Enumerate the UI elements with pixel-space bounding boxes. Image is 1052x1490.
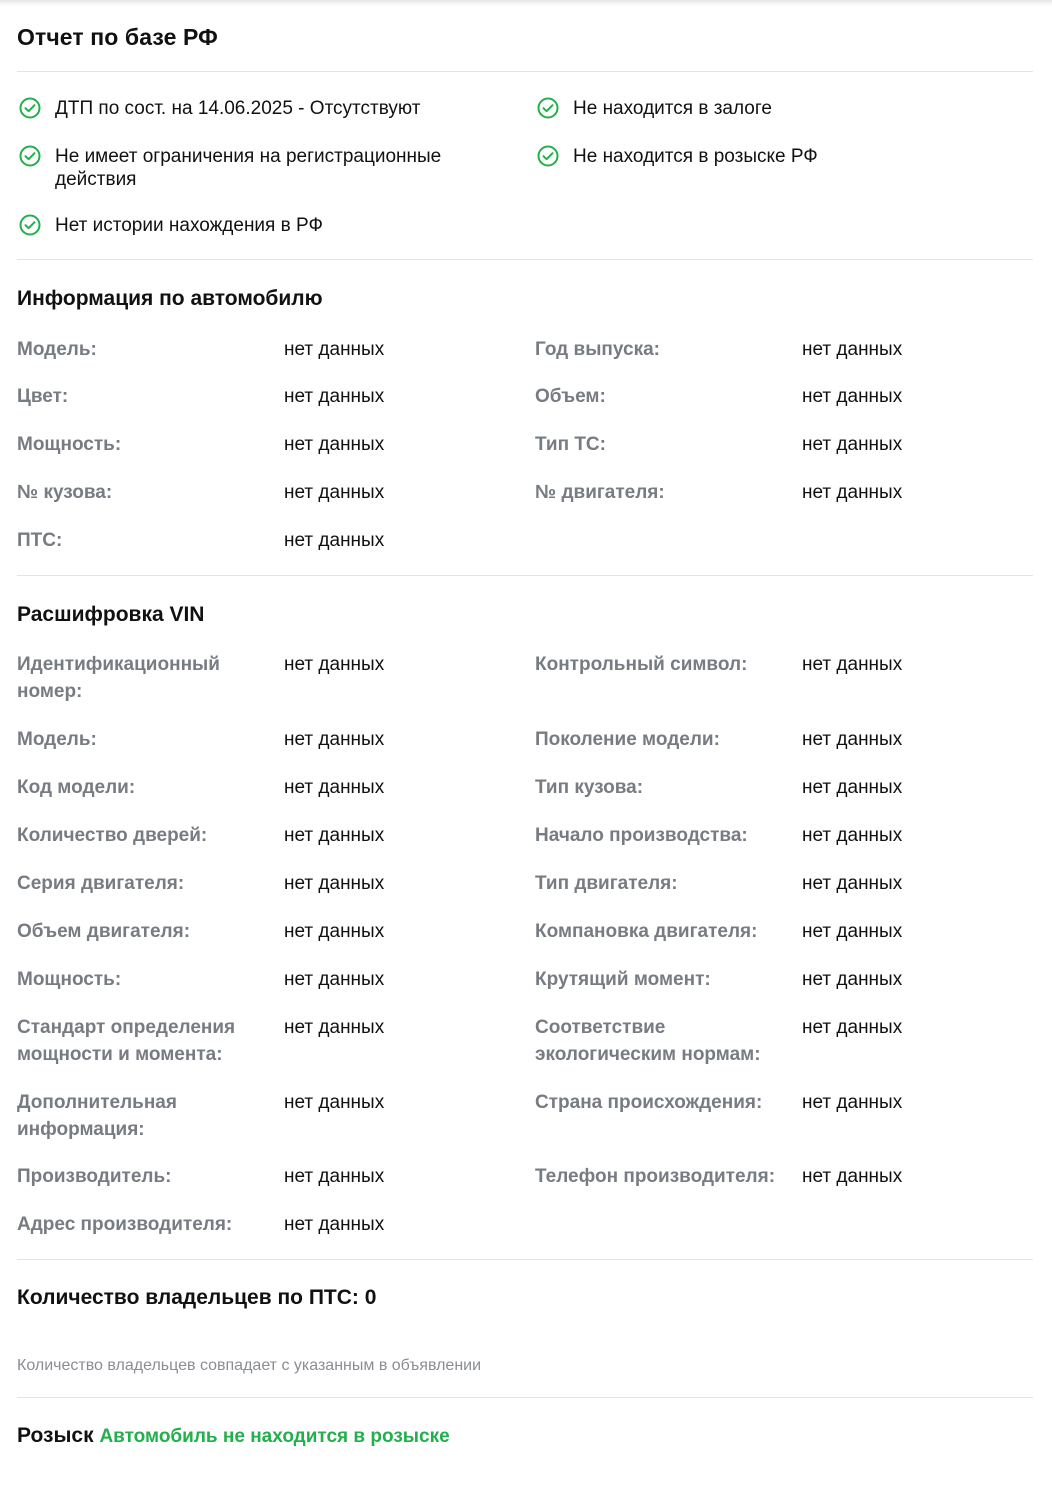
field-label: Серия двигателя: bbox=[17, 873, 185, 894]
field-value: нет данных bbox=[802, 921, 903, 942]
field-label: Дополнительная информация: bbox=[17, 1092, 177, 1140]
field-label: Контрольный символ: bbox=[535, 654, 748, 675]
field-label: Тип ТС: bbox=[535, 434, 606, 455]
field-value: нет данных bbox=[802, 873, 903, 894]
field-value: нет данных bbox=[284, 1017, 385, 1038]
field-value: нет данных bbox=[284, 482, 385, 503]
check-text: Не имеет ограничения на регистрационные действия bbox=[55, 146, 442, 190]
field-value: нет данных bbox=[802, 969, 903, 990]
field-label: Производитель: bbox=[17, 1166, 172, 1187]
check-circle-icon bbox=[537, 97, 559, 119]
field-label: Мощность: bbox=[17, 969, 122, 990]
field-value: нет данных bbox=[284, 825, 385, 846]
check-item-pledge bbox=[537, 97, 772, 120]
field-value: нет данных bbox=[802, 434, 903, 455]
field-value: нет данных bbox=[802, 482, 903, 503]
wanted-status-text: Автомобиль не находится в розыске bbox=[99, 1426, 450, 1447]
field-label: ПТС: bbox=[17, 530, 63, 551]
field-value: нет данных bbox=[802, 339, 903, 360]
field-value: нет данных bbox=[284, 777, 385, 798]
check-circle-icon bbox=[19, 145, 41, 167]
field-label: Поколение модели: bbox=[535, 729, 720, 750]
field-label: Код модели: bbox=[17, 777, 136, 798]
check-circle-icon bbox=[19, 214, 41, 236]
field-label: Объем: bbox=[535, 386, 606, 407]
field-label: Идентификационный номер: bbox=[17, 654, 220, 702]
field-value: нет данных bbox=[802, 729, 903, 750]
field-value: нет данных bbox=[284, 873, 385, 894]
field-value: нет данных bbox=[284, 339, 385, 360]
field-value: нет данных bbox=[284, 530, 385, 551]
field-value: нет данных bbox=[284, 1214, 385, 1235]
check-item-wanted bbox=[537, 145, 818, 168]
wanted-label: Розыск bbox=[17, 1424, 94, 1447]
field-label: Крутящий момент: bbox=[535, 969, 711, 990]
field-label: Стандарт определения мощности и момента: bbox=[17, 1017, 236, 1065]
field-value: нет данных bbox=[284, 386, 385, 407]
field-value: нет данных bbox=[284, 654, 385, 675]
field-value: нет данных bbox=[802, 1017, 903, 1038]
field-label: Соответствие экологическим нормам: bbox=[535, 1017, 761, 1065]
field-value: нет данных bbox=[284, 969, 385, 990]
field-label: Страна происхождения: bbox=[535, 1092, 763, 1113]
field-value: нет данных bbox=[284, 1166, 385, 1187]
check-circle-icon bbox=[19, 97, 41, 119]
field-label: Мощность: bbox=[17, 434, 122, 455]
field-value: нет данных bbox=[802, 777, 903, 798]
field-label: Цвет: bbox=[17, 386, 69, 407]
wanted-status bbox=[17, 1424, 450, 1448]
page-title: Отчет по базе РФ bbox=[17, 24, 218, 50]
divider bbox=[17, 1397, 1033, 1398]
field-label: Количество дверей: bbox=[17, 825, 208, 846]
divider bbox=[17, 575, 1033, 576]
field-value: нет данных bbox=[284, 1092, 385, 1113]
check-text: Нет истории нахождения в РФ bbox=[55, 215, 323, 236]
section-title-vin: Расшифровка VIN bbox=[17, 603, 205, 626]
divider bbox=[17, 1259, 1033, 1260]
check-item-history bbox=[19, 214, 323, 237]
field-value: нет данных bbox=[802, 1166, 903, 1187]
field-value: нет данных bbox=[284, 434, 385, 455]
field-label: Телефон производителя: bbox=[535, 1166, 776, 1187]
field-label: № двигателя: bbox=[535, 482, 665, 503]
field-label: Тип кузова: bbox=[535, 777, 644, 798]
field-label: Начало производства: bbox=[535, 825, 748, 846]
check-item-restrictions bbox=[19, 145, 441, 191]
field-value: нет данных bbox=[802, 825, 903, 846]
field-value: нет данных bbox=[802, 654, 903, 675]
check-text: ДТП по сост. на 14.06.2025 - Отсутствуют bbox=[55, 98, 421, 119]
field-label: Тип двигателя: bbox=[535, 873, 678, 894]
divider bbox=[17, 259, 1033, 260]
field-label: Адрес производителя: bbox=[17, 1214, 233, 1235]
check-circle-icon bbox=[537, 145, 559, 167]
field-label: Компановка двигателя: bbox=[535, 921, 758, 942]
divider bbox=[17, 71, 1033, 72]
field-value: нет данных bbox=[802, 386, 903, 407]
field-label: Модель: bbox=[17, 339, 97, 360]
owners-note: Количество владельцев совпадает с указанным в объявлении bbox=[17, 1357, 482, 1374]
field-label: № кузова: bbox=[17, 482, 113, 503]
field-value: нет данных bbox=[284, 729, 385, 750]
owners-count-title: Количество владельцев по ПТС: 0 bbox=[17, 1286, 377, 1309]
field-value: нет данных bbox=[284, 921, 385, 942]
field-value: нет данных bbox=[802, 1092, 903, 1113]
field-label: Объем двигателя: bbox=[17, 921, 191, 942]
check-text: Не находится в розыске РФ bbox=[573, 146, 818, 167]
field-label: Год выпуска: bbox=[535, 339, 660, 360]
top-shadow bbox=[0, 0, 1052, 6]
section-title-car-info: Информация по автомобилю bbox=[17, 287, 323, 310]
field-label: Модель: bbox=[17, 729, 97, 750]
check-text: Не находится в залоге bbox=[573, 98, 772, 119]
check-item-dtp bbox=[19, 97, 420, 120]
